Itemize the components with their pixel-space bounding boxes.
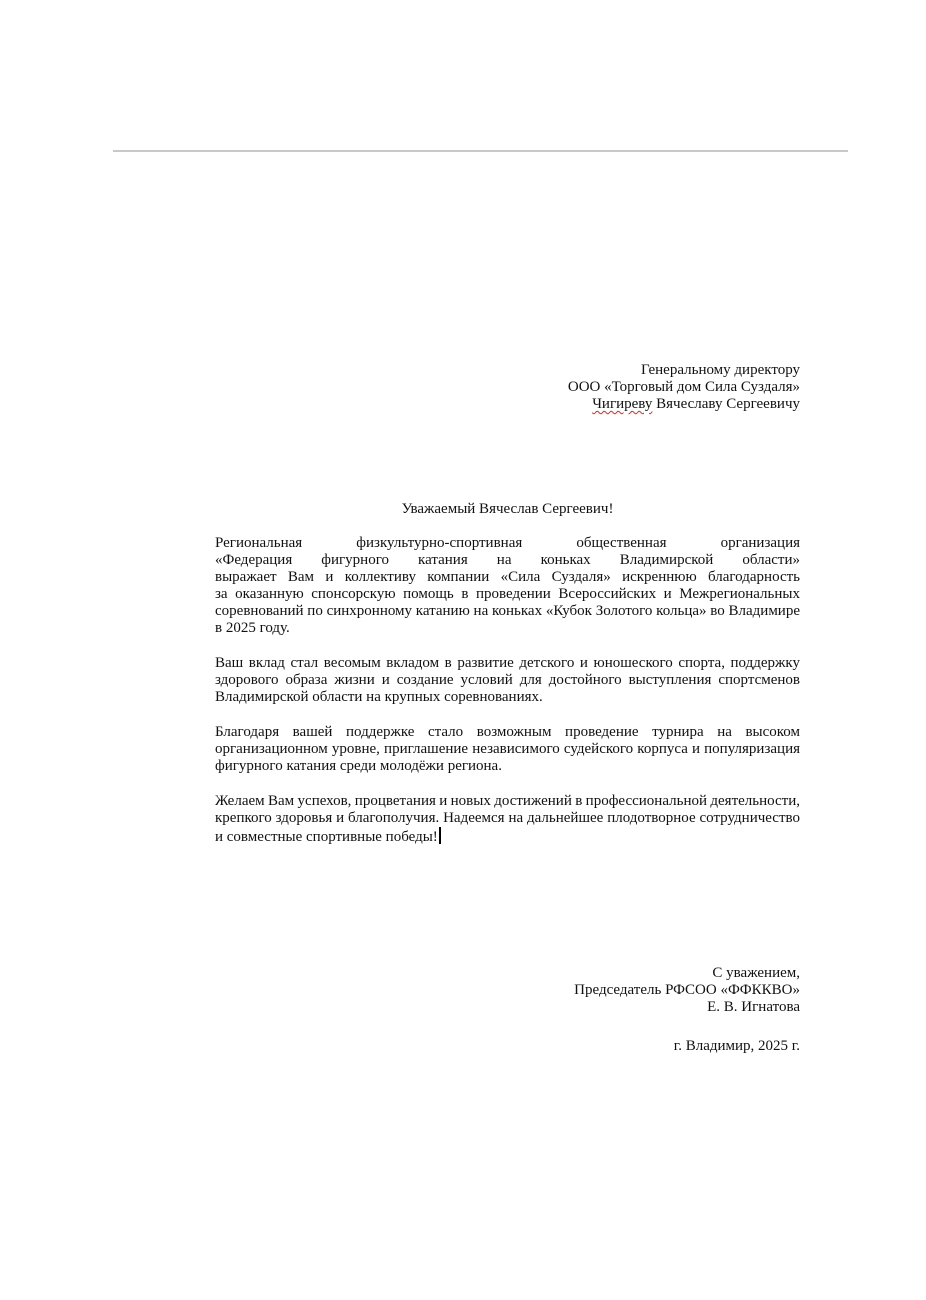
- paragraph-line: и совместные спортивные победы!: [215, 829, 438, 845]
- paragraph-line-wrap: [215, 741, 800, 758]
- text-cursor: [439, 827, 441, 844]
- paragraph-line: в 2025 году.: [215, 620, 290, 636]
- paragraph-line-wrap: [215, 793, 800, 810]
- spellcheck-misspelled-word[interactable]: Чигиреву: [592, 396, 653, 412]
- paragraph-line: Желаем Вам успехов, процветания и новых достижений в профессиональной деятельности,: [215, 793, 800, 809]
- paragraph-line: организационном уровне, приглашение независимого судейского корпуса и популяризация: [215, 741, 800, 757]
- signature-closing: С уважением,: [712, 965, 800, 981]
- paragraph-line-wrap: [215, 603, 800, 620]
- paragraph-line-wrap: [215, 655, 800, 672]
- paragraph-line: здорового образа жизни и создание условий для достойного выступления спортсменов: [215, 672, 800, 688]
- paragraph-line-wrap: [215, 552, 800, 569]
- paragraph-line: крепкого здоровья и благополучия. Надеемся на дальнейшее плодотворное сотрудничество: [215, 810, 800, 826]
- signature-name: Е. В. Игнатова: [707, 999, 800, 1015]
- paragraph-line-with-cursor[interactable]: [215, 827, 441, 844]
- paragraph-line: Благодаря вашей поддержке стало возможным проведение турнира на высоком: [215, 724, 800, 740]
- paragraph-line-wrap: [215, 672, 800, 689]
- recipient-company: ООО «Торговый дом Сила Суздаля»: [567, 379, 800, 395]
- salutation: Уважаемый Вячеслав Сергеевич!: [401, 501, 614, 517]
- signature-position: Председатель РФСОО «ФФККВО»: [574, 982, 800, 998]
- paragraph-line: «Федерация фигурного катания на коньках Владимирской области»: [215, 552, 800, 568]
- paragraph-line: Владимирской области на крупных соревнованиях.: [215, 689, 543, 705]
- recipient-name: [592, 396, 800, 413]
- paragraph-line: за оказанную спонсорскую помощь в проведении Всероссийских и Межрегиональных: [215, 586, 800, 602]
- header-divider: [113, 150, 848, 152]
- paragraph-line: Ваш вклад стал весомым вкладом в развитие детского и юношеского спорта, поддержку: [215, 655, 800, 671]
- recipient-name-rest: Вячеславу Сергеевичу: [652, 396, 800, 412]
- place-date: г. Владимир, 2025 г.: [673, 1038, 800, 1054]
- paragraph-line-wrap: [215, 586, 800, 603]
- recipient-title: Генеральному директору: [640, 362, 800, 378]
- paragraph-line-wrap: [215, 535, 800, 552]
- paragraph-line-wrap: [215, 724, 800, 741]
- paragraph-line-wrap: [215, 810, 800, 827]
- paragraph-line: соревнований по синхронному катанию на коньках «Кубок Золотого кольца» во Владимире: [215, 603, 800, 619]
- paragraph-line: выражает Вам и коллективу компании «Сила Суздаля» искреннюю благодарность: [215, 569, 800, 585]
- paragraph-line: фигурного катания среди молодёжи региона.: [215, 758, 502, 774]
- paragraph-line: Региональная физкультурно-спортивная общественная организация: [215, 535, 800, 551]
- paragraph-line-wrap: [215, 569, 800, 586]
